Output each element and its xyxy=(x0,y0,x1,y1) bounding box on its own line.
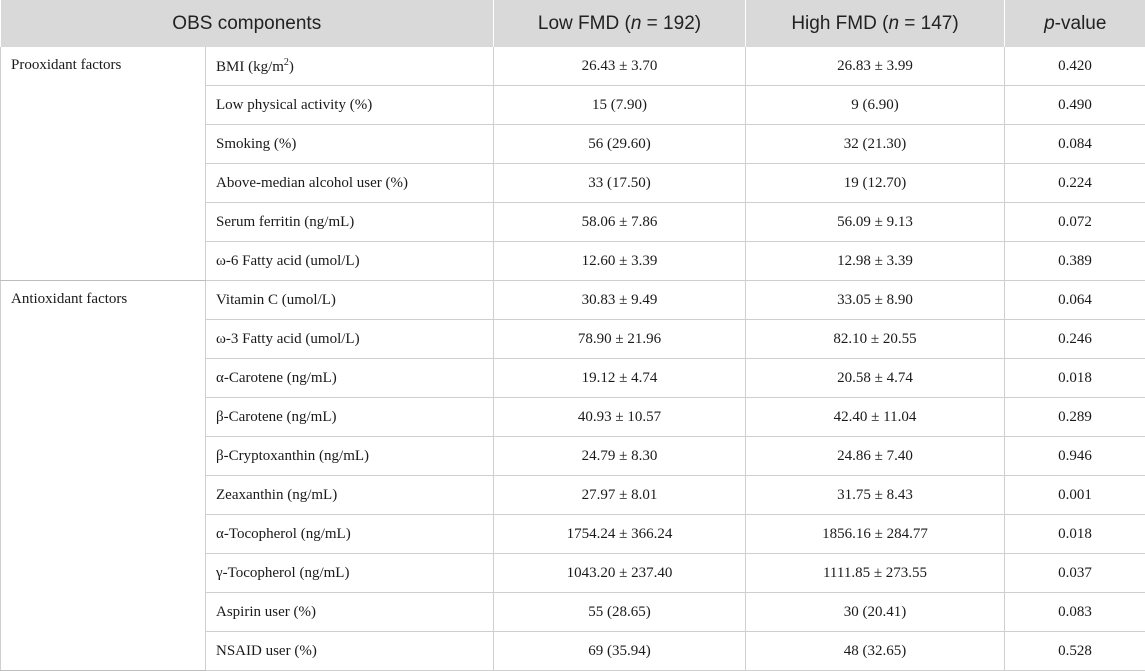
high-fmd-cell: 24.86 ± 7.40 xyxy=(746,437,1005,476)
component-cell xyxy=(206,476,494,515)
p-value-cell: 0.246 xyxy=(1005,320,1145,359)
header-p-rest: -value xyxy=(1055,13,1107,34)
p-value-cell: 0.072 xyxy=(1005,203,1145,242)
component-label: Low physical activity (%) xyxy=(216,97,372,113)
component-label: β-Carotene (ng/mL) xyxy=(216,409,337,425)
low-fmd-cell: 15 (7.90) xyxy=(494,86,746,125)
low-fmd-cell: 1754.24 ± 366.24 xyxy=(494,515,746,554)
component-cell xyxy=(206,125,494,164)
p-value-cell: 0.037 xyxy=(1005,554,1145,593)
component-label: Zeaxanthin (ng/mL) xyxy=(216,487,337,503)
high-fmd-cell: 48 (32.65) xyxy=(746,632,1005,671)
component-label: ω-6 Fatty acid (umol/L) xyxy=(216,253,360,269)
low-fmd-cell: 56 (29.60) xyxy=(494,125,746,164)
low-fmd-cell: 24.79 ± 8.30 xyxy=(494,437,746,476)
component-cell xyxy=(206,242,494,281)
header-p-value xyxy=(1005,0,1145,47)
low-fmd-cell: 30.83 ± 9.49 xyxy=(494,281,746,320)
component-tail: ) xyxy=(289,59,294,75)
low-fmd-cell: 78.90 ± 21.96 xyxy=(494,320,746,359)
header-p-italic: p xyxy=(1044,13,1055,34)
high-fmd-cell: 1856.16 ± 284.77 xyxy=(746,515,1005,554)
component-label: NSAID user (%) xyxy=(216,643,317,659)
high-fmd-cell: 31.75 ± 8.43 xyxy=(746,476,1005,515)
component-cell xyxy=(206,398,494,437)
p-value-cell: 0.420 xyxy=(1005,47,1145,86)
table-row xyxy=(1,281,1145,320)
component-cell xyxy=(206,359,494,398)
component-label: β-Cryptoxanthin (ng/mL) xyxy=(216,448,369,464)
component-label: Vitamin C (umol/L) xyxy=(216,292,336,308)
component-cell xyxy=(206,437,494,476)
p-value-cell: 0.084 xyxy=(1005,125,1145,164)
component-label: Above-median alcohol user (%) xyxy=(216,175,408,191)
p-value-cell: 0.001 xyxy=(1005,476,1145,515)
p-value-cell: 0.946 xyxy=(1005,437,1145,476)
header-high-fmd-label: High FMD ( xyxy=(791,13,888,34)
component-cell xyxy=(206,164,494,203)
p-value-cell: 0.224 xyxy=(1005,164,1145,203)
high-fmd-cell: 20.58 ± 4.74 xyxy=(746,359,1005,398)
table-header xyxy=(1,0,1145,47)
p-value-cell: 0.083 xyxy=(1005,593,1145,632)
component-cell xyxy=(206,554,494,593)
group-label: Antioxidant factors xyxy=(1,281,206,671)
component-label: α-Carotene (ng/mL) xyxy=(216,370,337,386)
low-fmd-cell: 26.43 ± 3.70 xyxy=(494,47,746,86)
header-high-fmd xyxy=(746,0,1005,47)
component-cell xyxy=(206,632,494,671)
p-value-cell: 0.528 xyxy=(1005,632,1145,671)
header-row xyxy=(1,0,1145,47)
header-obs-components: OBS components xyxy=(1,0,494,47)
low-fmd-cell: 12.60 ± 3.39 xyxy=(494,242,746,281)
component-cell xyxy=(206,47,494,86)
component-cell xyxy=(206,203,494,242)
component-label: Aspirin user (%) xyxy=(216,604,316,620)
low-fmd-cell: 27.97 ± 8.01 xyxy=(494,476,746,515)
high-fmd-cell: 1111.85 ± 273.55 xyxy=(746,554,1005,593)
component-label: α-Tocopherol (ng/mL) xyxy=(216,526,351,542)
component-superscript: 2 xyxy=(284,57,289,68)
low-fmd-cell: 69 (35.94) xyxy=(494,632,746,671)
low-fmd-cell: 40.93 ± 10.57 xyxy=(494,398,746,437)
high-fmd-cell: 32 (21.30) xyxy=(746,125,1005,164)
high-fmd-cell: 42.40 ± 11.04 xyxy=(746,398,1005,437)
high-fmd-cell: 56.09 ± 9.13 xyxy=(746,203,1005,242)
header-low-fmd-count: = 192) xyxy=(641,13,701,34)
header-high-fmd-n: n xyxy=(888,13,899,34)
component-cell xyxy=(206,515,494,554)
component-cell xyxy=(206,281,494,320)
component-cell xyxy=(206,86,494,125)
low-fmd-cell: 19.12 ± 4.74 xyxy=(494,359,746,398)
table-body xyxy=(1,47,1145,671)
low-fmd-cell: 58.06 ± 7.86 xyxy=(494,203,746,242)
header-low-fmd-label: Low FMD ( xyxy=(538,13,631,34)
high-fmd-cell: 30 (20.41) xyxy=(746,593,1005,632)
high-fmd-cell: 82.10 ± 20.55 xyxy=(746,320,1005,359)
low-fmd-cell: 33 (17.50) xyxy=(494,164,746,203)
high-fmd-cell: 12.98 ± 3.39 xyxy=(746,242,1005,281)
p-value-cell: 0.389 xyxy=(1005,242,1145,281)
high-fmd-cell: 9 (6.90) xyxy=(746,86,1005,125)
low-fmd-cell: 1043.20 ± 237.40 xyxy=(494,554,746,593)
component-label: γ-Tocopherol (ng/mL) xyxy=(216,565,349,581)
header-low-fmd-n: n xyxy=(631,13,642,34)
component-label: ω-3 Fatty acid (umol/L) xyxy=(216,331,360,347)
header-high-fmd-count: = 147) xyxy=(899,13,959,34)
p-value-cell: 0.490 xyxy=(1005,86,1145,125)
high-fmd-cell: 33.05 ± 8.90 xyxy=(746,281,1005,320)
p-value-cell: 0.018 xyxy=(1005,359,1145,398)
p-value-cell: 0.018 xyxy=(1005,515,1145,554)
component-label: Smoking (%) xyxy=(216,136,296,152)
high-fmd-cell: 19 (12.70) xyxy=(746,164,1005,203)
p-value-cell: 0.289 xyxy=(1005,398,1145,437)
component-cell xyxy=(206,593,494,632)
component-label: BMI (kg/m xyxy=(216,59,284,75)
component-cell xyxy=(206,320,494,359)
component-label: Serum ferritin (ng/mL) xyxy=(216,214,354,230)
header-low-fmd xyxy=(494,0,746,47)
low-fmd-cell: 55 (28.65) xyxy=(494,593,746,632)
group-label: Prooxidant factors xyxy=(1,47,206,281)
table-row xyxy=(1,47,1145,86)
p-value-cell: 0.064 xyxy=(1005,281,1145,320)
high-fmd-cell: 26.83 ± 3.99 xyxy=(746,47,1005,86)
